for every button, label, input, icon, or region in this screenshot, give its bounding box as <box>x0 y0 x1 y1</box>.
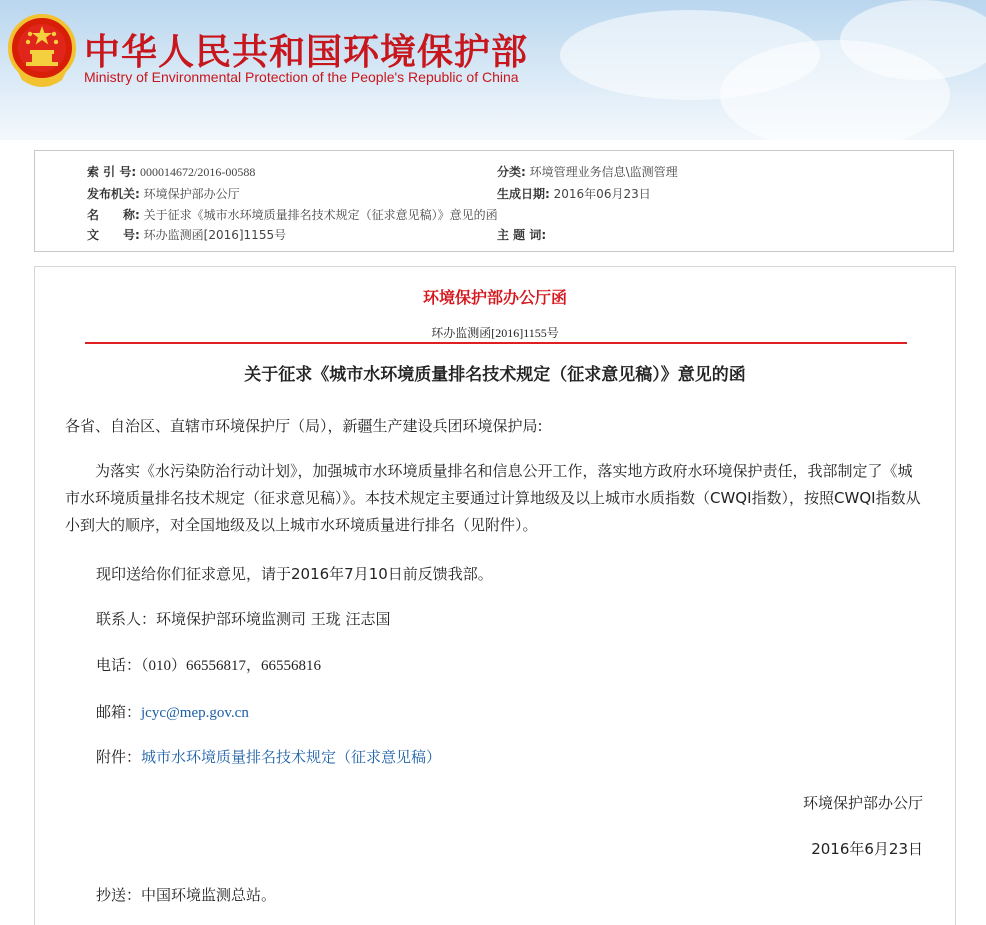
signature-date: 2016年6月23日 <box>811 840 923 858</box>
contact-line <box>96 608 391 629</box>
document-metadata-box <box>34 150 954 252</box>
document-body-box <box>34 266 956 925</box>
phone-label: 电话： <box>96 656 142 674</box>
document-issuer-heading: 环境保护部办公厅函 <box>422 288 567 307</box>
attachment-label: 附件： <box>96 748 142 766</box>
meta-subject <box>497 226 546 243</box>
red-divider <box>85 342 907 344</box>
meta-date-label: 生成日期: <box>497 187 550 201</box>
meta-category-label: 分类: <box>497 165 526 179</box>
cc-label: 抄送： <box>96 886 142 904</box>
body-paragraph: 为落实《水污染防治行动计划》，加强城市水环境质量排名和信息公开工作，落实地方政府水环境保护责任，我部制定了《城市水环境质量排名技术规定（征求意见稿）》。本技术规定主要通过计算地级及以上城市水质指数（CWQI指数），按照CWQI指数从小到大的顺序，对全国地级及以上城市水环境质量进行排名（见附件）。 <box>65 462 921 534</box>
meta-index-label: 索 引 号: <box>87 165 137 179</box>
attachment-line <box>96 746 441 767</box>
phone-value: （010）66556817，66556816 <box>141 658 322 674</box>
cloud-decoration <box>840 0 986 80</box>
cc-value: 中国环境监测总站。 <box>141 886 277 904</box>
meta-docno-label: 文 号: <box>87 228 140 242</box>
cc-line <box>96 884 276 905</box>
site-title-chinese: 中华人民共和国环境保护部 <box>84 32 529 73</box>
email-link[interactable]: jcyc@mep.gov.cn <box>141 705 249 721</box>
document-title: 关于征求《城市水环境质量排名技术规定（征求意见稿）》意见的函 <box>244 365 746 385</box>
request-line: 现印送给你们征求意见，请于2016年7月10日前反馈我部。 <box>96 565 493 583</box>
meta-date-value: 2016年06月23日 <box>553 187 651 201</box>
meta-subject-label: 主 题 词: <box>497 228 547 242</box>
meta-name-label: 名 称: <box>87 208 140 222</box>
contact-label: 联系人： <box>96 610 157 628</box>
signature: 环境保护部办公厅 <box>802 794 923 812</box>
meta-issuer <box>87 185 240 202</box>
salutation: 各省、自治区、直辖市环境保护厅（局），新疆生产建设兵团环境保护局: <box>65 417 543 435</box>
national-emblem-icon <box>8 14 76 90</box>
email-label: 邮箱： <box>96 703 142 721</box>
document-code: 环办监测函[2016]1155号 <box>431 326 559 340</box>
site-title-english: Ministry of Environmental Protection of the People's Republic of China <box>84 69 519 85</box>
meta-date <box>497 185 651 202</box>
meta-issuer-label: 发布机关: <box>87 187 140 201</box>
meta-name <box>87 206 498 223</box>
meta-docno-value: 环办监测函[2016]1155号 <box>143 228 287 242</box>
phone-line <box>96 654 321 675</box>
site-header-banner <box>0 0 986 140</box>
meta-category-value: 环境管理业务信息\监测管理 <box>529 165 678 179</box>
meta-category <box>497 163 678 180</box>
meta-docno <box>87 226 286 243</box>
meta-name-value: 关于征求《城市水环境质量排名技术规定（征求意见稿）》意见的函 <box>143 208 498 222</box>
contact-value: 环境保护部环境监测司 王珑 汪志国 <box>156 610 391 628</box>
meta-issuer-value: 环境保护部办公厅 <box>143 187 240 201</box>
email-line <box>96 701 249 722</box>
meta-index <box>87 163 255 180</box>
meta-index-value: 000014672/2016-00588 <box>139 165 256 179</box>
attachment-link[interactable]: 城市水环境质量排名技术规定（征求意见稿） <box>141 748 442 766</box>
